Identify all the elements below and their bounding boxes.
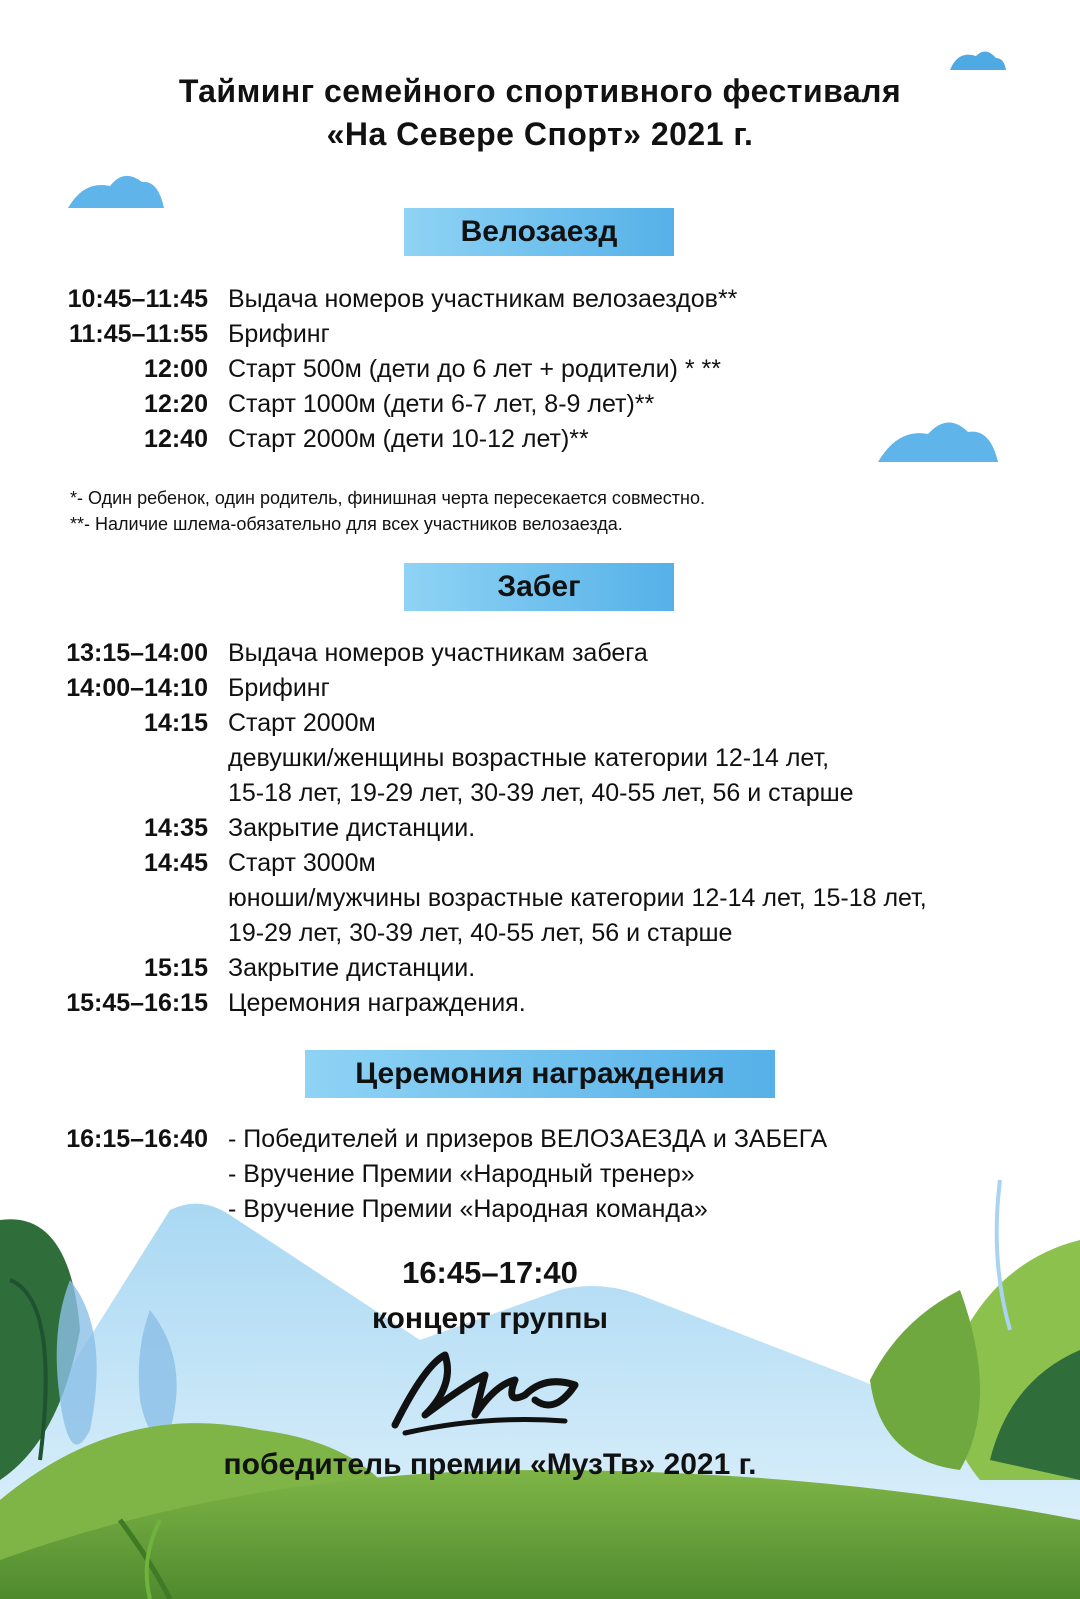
- row-text: 15-18 лет, 19-29 лет, 30-39 лет, 40-55 лет, 56 и старше: [228, 779, 854, 807]
- cloud-icon: [68, 176, 164, 208]
- row-text: юноши/мужчины возрастные категории 12-14 лет, 15-18 лет,: [228, 884, 927, 912]
- section-heading-bike: Велозаезд: [404, 208, 674, 256]
- row-time: 12:40: [144, 425, 208, 453]
- band-logo: [385, 1345, 595, 1440]
- row-time: 16:15–16:40: [66, 1125, 208, 1153]
- footnote: **- Наличие шлема-обязательно для всех участников велозаезда.: [70, 514, 623, 534]
- row-time: 13:15–14:00: [66, 639, 208, 667]
- row-text: Закрытие дистанции.: [228, 814, 476, 842]
- row-time: 12:20: [144, 390, 208, 418]
- row-time: 14:45: [144, 849, 208, 877]
- row-time: 14:15: [144, 709, 208, 737]
- concert-label: концерт группы: [371, 1302, 609, 1335]
- row-text: Старт 1000м (дети 6-7 лет, 8-9 лет)**: [228, 390, 655, 418]
- footnote: *- Один ребенок, один родитель, финишная черта пересекается совместно.: [70, 488, 705, 508]
- section-heading-run: Забег: [404, 563, 674, 611]
- row-text: Закрытие дистанции.: [228, 954, 476, 982]
- row-text: - Победителей и призеров ВЕЛОЗАЕЗДА и ЗАБЕГА: [228, 1125, 828, 1153]
- row-time: 14:00–14:10: [66, 674, 208, 702]
- row-time: 12:00: [144, 355, 208, 383]
- row-time: 15:45–16:15: [66, 989, 208, 1017]
- row-text: Старт 2000м (дети 10-12 лет)**: [228, 425, 589, 453]
- row-text: 19-29 лет, 30-39 лет, 40-55 лет, 56 и старше: [228, 919, 733, 947]
- row-time: 15:15: [144, 954, 208, 982]
- cloud-icon: [878, 422, 998, 462]
- row-text: Выдача номеров участникам забега: [228, 639, 648, 667]
- concert-time: 16:45–17:40: [402, 1255, 578, 1290]
- page-title-line1: Тайминг семейного спортивного фестиваля: [178, 73, 902, 109]
- row-text: девушки/женщины возрастные категории 12-14 лет,: [228, 744, 830, 772]
- row-text: Старт 2000м: [228, 709, 376, 737]
- row-text: Брифинг: [228, 320, 330, 348]
- row-text: Выдача номеров участникам велозаездов**: [228, 285, 738, 313]
- cloud-icon: [950, 51, 1006, 70]
- row-text: - Вручение Премии «Народный тренер»: [228, 1160, 695, 1188]
- row-text: - Вручение Премии «Народная команда»: [228, 1195, 708, 1223]
- row-time: 11:45–11:55: [68, 320, 208, 348]
- row-text: Старт 3000м: [228, 849, 376, 877]
- row-time: 10:45–11:45: [67, 285, 208, 313]
- concert-award: победитель премии «МузТв» 2021 г.: [223, 1448, 757, 1481]
- section-heading-ceremony: Церемония награждения: [305, 1050, 775, 1098]
- row-text: Церемония награждения.: [228, 989, 526, 1017]
- row-time: 14:35: [144, 814, 208, 842]
- row-text: Старт 500м (дети до 6 лет + родители) * **: [228, 355, 721, 383]
- page-title-line2: «На Севере Спорт» 2021 г.: [326, 116, 754, 152]
- row-text: Брифинг: [228, 674, 330, 702]
